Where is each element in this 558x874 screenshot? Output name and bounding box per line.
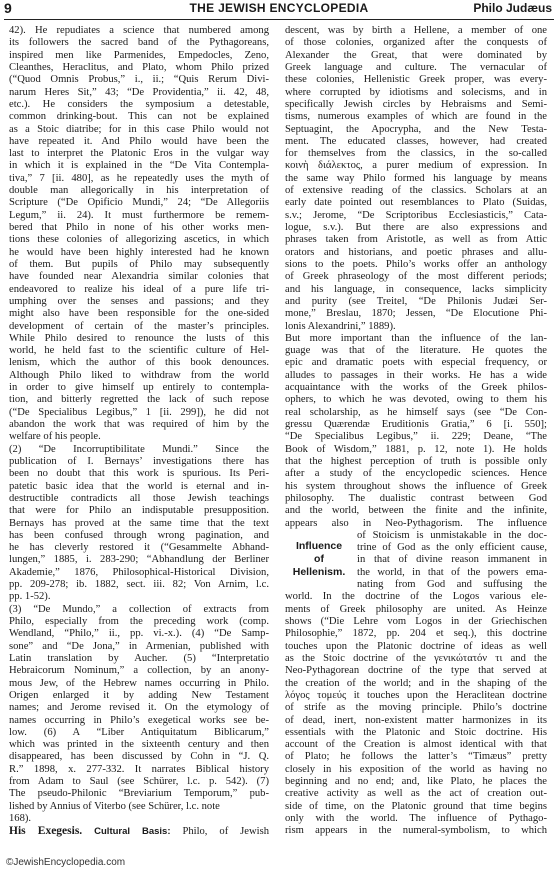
sidehead-influence-of-hellenism [285, 540, 353, 579]
text-line: trine of God as the only efficient cause, [357, 542, 547, 554]
text-line: where corrupted by idiotisms and solecisms, and in [285, 86, 547, 98]
text-line: mone,” Breslau, 1870; Jessen, “De Elocutione Phi- [285, 308, 547, 320]
text-line: side of time, on the Platonic ground that time begins [285, 800, 547, 812]
text-line: Book of Wisdom,” 1881, p. 12, note 1). He holds [285, 443, 547, 455]
text-line: for themselves from the classics, in the so-called [285, 148, 547, 160]
text-line: that were for Philo an indisputable presupposition. [9, 505, 269, 517]
text-line: mous Jew, of the Hebrew names occurring in Philo. [9, 677, 269, 689]
text-line: “De Specialibus Legibus,” ii. 229; Deane, “The [285, 431, 547, 443]
right-column [285, 25, 547, 838]
text-line: in that of divine reason immanent in [357, 554, 547, 566]
text-line: ophers, to which he was devoted, owing to them his [285, 394, 547, 406]
text-line: Septuagint, the Apocrypha, and the New Testa- [285, 123, 547, 135]
header-rule [4, 19, 554, 20]
text-line: double man allegorically in his interpretation of [9, 185, 269, 197]
text-line: Akademie,” 1876, Philosophical-Historical Division, [9, 566, 269, 578]
text-line: its followers the sacred band of the Pythagoreans, [9, 37, 269, 49]
text-line: only with the world. The influence of Pythago- [285, 813, 547, 824]
text-line: the same way Philo formed his language by means [285, 172, 547, 184]
page-number: 9 [4, 0, 12, 16]
text-line: Philosophie,” 1872, pp. 204 et seq.), this doctrine [285, 628, 547, 640]
text-line: endeavored to realize his ideal of a pure life tri- [9, 283, 269, 295]
text-line: he would have been highly interested had he known [9, 246, 269, 258]
text-line: disappeared, has been discussed by Cohn in “J. Q. [9, 751, 269, 763]
text-line: tion, and bitterly regretted the lack of such repose [9, 394, 269, 406]
text-line: world. In the doctrine of the Logos various ele- [285, 591, 547, 603]
subheading-continuation: Philo, of Jewish [182, 826, 270, 838]
text-line: names occurring in Philo’s exegetical works see be- [9, 714, 269, 726]
text-line: Although Philo liked to withdraw from the world [9, 369, 269, 381]
text-line: his system throughout shows the influence of Greek [285, 480, 547, 492]
text-line: phrases taken from Aristotle, as well as from Attic [285, 234, 547, 246]
text-line: Latin translation by Aucher. (5) “Interpretatio [9, 652, 269, 664]
text-line: lungen,” 1885, i. 283-290; “Abhandlung der Berliner [9, 554, 269, 566]
text-line: touches upon the Platonic doctrine of ideas as well [285, 640, 547, 652]
text-line: Philo, especially from the preceding work (comp. [9, 616, 269, 627]
text-line: publication of I. Bernays’ investigations there has [9, 455, 269, 467]
text-line: inspired men like Parmenides, Empedocles, Zeno, [9, 49, 269, 61]
text-line: λόγος τομεύς it touches upon the Heraclitean doctrine [285, 689, 547, 701]
text-line: abandon the work that was required of him by the [9, 419, 269, 430]
text-line: Alexander the Great, that were dominated by [285, 49, 547, 61]
subheading-line [9, 825, 269, 838]
text-line: might also have been responsible for the one-sided [9, 308, 269, 320]
text-line: (2) “De Incorruptibilitate Mundi.” Since the [9, 443, 269, 455]
text-line: sone” and “De Jona,” in Armenian, published with [9, 640, 269, 652]
text-line: s.v.; Jerome, “De Scriptoribus Ecclesiasticis,” Cata- [285, 209, 547, 221]
text-line: 168). [9, 813, 32, 824]
text-line: has been confused through wrong pagination, and [9, 529, 269, 541]
text-line: of those colonies, organized after the conquests of [285, 37, 547, 49]
text-line: bered that Philo in none of his other works men- [9, 222, 269, 233]
text-line: ments of Greek philosophy are united. As Heinze [285, 603, 547, 615]
text-line: alludes to passages in their works. He has a wide [285, 369, 547, 381]
text-line: The pseudo-Philonic “Breviarium Temporum,” pub- [9, 788, 269, 800]
text-line: real scholarship, as he himself says (see “De Con- [285, 406, 547, 418]
text-line: logue, s.v.). But there are also expressions and [285, 222, 547, 233]
text-line: common drinking-bout. This can not be explained [9, 111, 269, 123]
text-line: gressu Quærendæ Eruditionis Gratia,” 6 [i. 550]; [285, 419, 547, 430]
text-line: But more important than the influence of the lan- [285, 332, 547, 344]
text-line: creative activity as well as the act of creation out- [285, 788, 547, 800]
text-line: in order to give himself up entirely to contempla- [9, 382, 269, 394]
text-line: (“Quod Omnis Probus,” i., ii.; “Quis Rerum Divi- [9, 74, 269, 86]
text-line: names; and Jerome revised it. On the etymology of [9, 702, 269, 714]
text-line: the world, in that of the powers ema- [357, 566, 547, 578]
sidehead-line: Influence [295, 539, 343, 552]
text-line: that the highest perception of truth is possible only [285, 455, 547, 467]
text-line: rism appears in the numeral-symbolism, to which [285, 825, 547, 837]
sidehead-block [285, 530, 547, 592]
text-line: from Adam to Saul (see Schürer, l.c. p. 542). (7) [9, 776, 269, 788]
text-line: Cleanthes, Heraclitus, and Plato, whom Philo prized [9, 61, 269, 73]
text-line: κοινὴ διάλεκτος, a purer medium of expression. In [285, 160, 547, 172]
text-line: lished by Annius of Viterbo (see Schürer, l.c. note [9, 800, 220, 812]
running-head: Philo Judæus [473, 1, 552, 15]
text-line: and his language, in consequence, lacks simplicity [285, 283, 547, 295]
text-line: lenism, which the author of this book denounces. [9, 357, 269, 369]
text-line: beginning and no end; and, like Plato, he places the [285, 776, 547, 788]
text-line: have founded near Alexandria similar colonies that [9, 271, 269, 283]
text-line: destructible contradicts all those Jewish teachings [9, 492, 269, 504]
text-line: which was printed in the sixteenth century and then [9, 739, 269, 751]
text-line: early date pointed out resemblances to Plato (Suidas, [285, 197, 547, 209]
text-line: lonis Alexandrini,” 1889). [285, 320, 396, 332]
text-line: ment. The educated classes, however, had created [285, 135, 547, 147]
text-line: Bernays has proved at the same time that the text [9, 517, 269, 529]
text-line: low. (6) A “Liber Antiquitatum Biblicarum,” [9, 726, 269, 738]
text-line: and purity (see Treitel, “De Philonis Judæi Ser- [285, 295, 547, 307]
text-line: 42). He repudiates a science that numbered among [9, 25, 269, 36]
text-line: of Greek phraseology of the most different periods; [285, 271, 547, 283]
subheading-exegesis: His Exegesis. [9, 825, 83, 838]
text-line: tiva,” 7 [ii. 480], as he repeatedly uses the myth of [9, 172, 269, 184]
text-line: have repeated it. And Philo would have been the [9, 135, 269, 147]
text-line: While Philo desired to renounce the lusts of this [9, 332, 269, 344]
text-line: nating from God and suffusing the [357, 579, 547, 591]
text-line: world, he held fast to the scientific culture of Hel- [9, 345, 269, 357]
text-line: narum Heres Sit,” 43; “De Providentia,” ii. 42, 48, [9, 86, 269, 98]
text-line: sions to the poets. Philo’s works offer an anthology [285, 258, 547, 270]
text-line: closely in his exposition of the world as having no [285, 763, 547, 775]
copyright-footer[interactable]: ©JewishEncyclopedia.com [6, 857, 126, 868]
text-line: Greek language and culture. The vernacular of [285, 61, 547, 73]
text-line: shows (“Die Lehre vom Logos in der Griechischen [285, 616, 547, 627]
text-line: Scripture (“De Opificio Mundi,” 24; “De Allegoriis [9, 197, 269, 209]
subheading-cultural-basis: Cultural Basis: [94, 826, 171, 838]
text-line: specifically Jewish circles by Hebraisms and Semi- [285, 98, 547, 110]
sidehead-line: Hellenism. [292, 565, 346, 578]
text-line: of extensive reading of the classics. Scholars at an [285, 185, 547, 197]
left-column [9, 25, 269, 839]
text-line: essentials with the Platonic and Stoic doctrine. His [285, 726, 547, 738]
text-line: pp. 1-52). [9, 591, 51, 603]
text-line: of them. But pupils of Philo may subsequently [9, 258, 269, 270]
text-line: welfare of his people. [9, 431, 101, 443]
text-line: acquaintance with the works of the Greek philos- [285, 382, 547, 394]
text-line: orators and historians, and poetic phrases and allu- [285, 246, 547, 258]
text-line: the creation of the world; and in the shaping of the [285, 677, 547, 689]
text-line: as a Stoic diatribe; for in this case Philo would not [9, 123, 269, 135]
text-line: been no doubt that this work is spurious. Its Peri- [9, 468, 269, 480]
text-line: guage was that of the literature. He quotes the [285, 345, 547, 357]
text-line: of dead, inert, non-existent matter harmonizes in its [285, 714, 547, 726]
text-line: pp. 209-278; ib. 1882, sect. iii. 82; Von Arnim, l.c. [9, 579, 269, 591]
text-line: Hebraicorum Nominum,” a collection, by an anony- [9, 665, 269, 677]
text-line: etc.). He considers the symposium a detestable, [9, 98, 269, 110]
running-title: THE JEWISH ENCYCLOPEDIA [189, 1, 369, 15]
text-line: tions these colonies of allegorizing ascetics, in which [9, 234, 269, 246]
text-line: Neo-Pythagorean doctrine of the type that served at [285, 665, 547, 677]
text-line: in which it is explained in the “De Vita Contempla- [9, 160, 269, 172]
text-line: after a study of the encyclopedic sciences. Hence [285, 468, 547, 480]
text-line: and the world, between the finite and the infinite, [285, 505, 547, 517]
text-line: these colonies, Hellenistic Greek proper, was every- [285, 74, 547, 86]
text-line: tisms, numerous examples of which are found in the [285, 111, 547, 123]
text-line: of Plato; he follows the latter’s “Timæus” pretty [285, 751, 547, 763]
text-line: as the Stoic doctrine of the γενικώτατόν τι and the [285, 652, 547, 664]
text-line: patetic basic idea that the world is eternal and in- [9, 480, 269, 492]
text-line: account of the Creation is almost identical with that [285, 739, 547, 751]
text-line: philosophy. The dualistic contrast between God [285, 492, 547, 504]
text-line: epic and dramatic poets with especial frequency, or [285, 357, 547, 369]
text-line: Wendland, “Philo,” ii., pp. vi.-x.). (4) “De Samp- [9, 628, 269, 640]
text-line: Origen enlarged it by adding New Testament [9, 689, 269, 701]
text-line: development of certain of the master’s principles. [9, 320, 269, 332]
text-line: umphing over the senses and passions; and they [9, 295, 269, 307]
text-line: appears also in Neo-Pythagorism. The influence [285, 517, 547, 529]
text-line: of Stoicism is unmistakable in the doc- [357, 529, 547, 541]
sidehead-line: of [314, 552, 324, 565]
text-line: Legum,” ii. 24). It must furthermore be remem- [9, 209, 269, 221]
page-header [0, 0, 558, 19]
text-line: last to interpret the Platonic Eros in the vulgar way [9, 148, 269, 160]
text-line: (3) “De Mundo,” a collection of extracts from [9, 603, 269, 615]
text-line: he has cleverly restored it (“Gesammelte Abhand- [9, 542, 269, 554]
text-line: (“De Specialibus Legibus,” 1 [ii. 299]), he did not [9, 406, 269, 418]
text-line: of strife as the moving principle. Philo’s doctrine [285, 702, 547, 714]
text-line: descent, was by birth a Hellene, a member of one [285, 25, 547, 36]
text-line: R.” 1898, x. 277-332. It narrates Biblical history [9, 763, 269, 775]
